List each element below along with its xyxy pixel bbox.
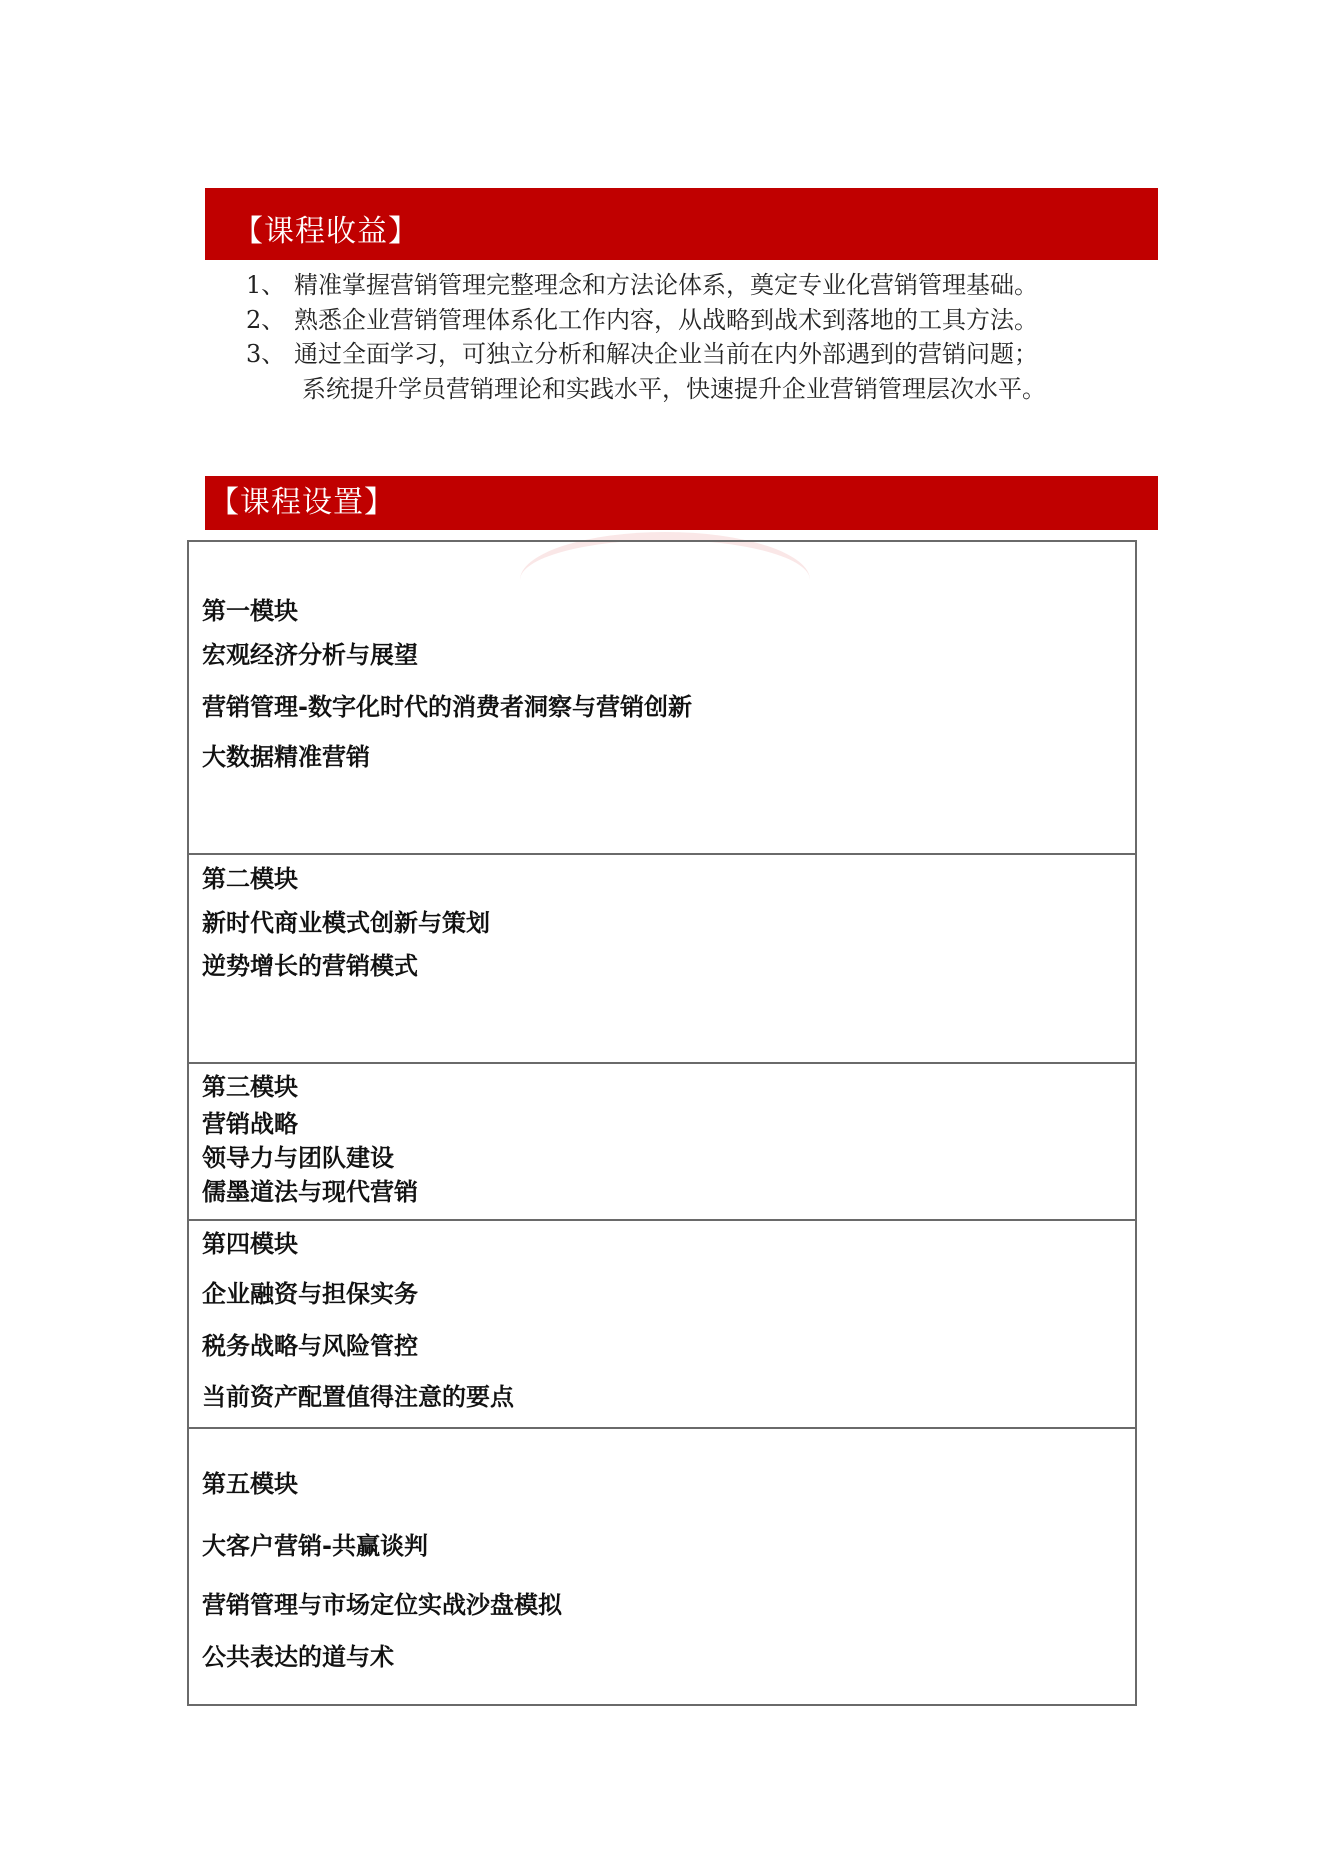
curriculum-header-bar: [205, 476, 1158, 530]
module-title: 第二模块: [202, 865, 298, 893]
benefit-text: 系统提升学员营销理论和实践水平，快速提升企业营销管理层次水平。: [302, 374, 1046, 403]
benefit-item: [246, 303, 1146, 338]
benefits-header-bar: [205, 188, 1158, 260]
course-item: 营销战略: [202, 1110, 298, 1138]
course-item: 企业融资与担保实务: [202, 1280, 418, 1308]
benefit-item: [246, 268, 1146, 303]
benefits-list: [246, 268, 1146, 406]
course-item: 大数据精准营销: [202, 743, 370, 771]
module-row-5: [189, 1427, 1135, 1704]
course-item: 公共表达的道与术: [202, 1643, 394, 1671]
curriculum-table: [187, 540, 1137, 1706]
benefit-number: 2、: [246, 305, 286, 334]
course-item: 领导力与团队建设: [202, 1144, 394, 1172]
course-item: 新时代商业模式创新与策划: [202, 909, 490, 937]
benefit-text: 通过全面学习，可独立分析和解决企业当前在内外部遇到的营销问题；: [294, 340, 1038, 368]
module-row-2: [189, 853, 1135, 1062]
benefit-number: 1、: [246, 271, 286, 299]
benefit-item-continuation: [246, 372, 1146, 407]
curriculum-title: 【课程设置】: [209, 485, 395, 520]
course-item: 当前资产配置值得注意的要点: [202, 1383, 514, 1411]
course-item: 大客户营销-共赢谈判: [202, 1532, 428, 1560]
benefit-item: [246, 337, 1146, 372]
module-title: 第四模块: [202, 1230, 298, 1258]
course-item: 宏观经济分析与展望: [202, 641, 418, 669]
module-title: 第五模块: [202, 1470, 298, 1498]
course-item: 营销管理-数字化时代的消费者洞察与营销创新: [202, 693, 692, 721]
benefit-number: 3、: [246, 340, 286, 368]
benefits-title: 【课程收益】: [233, 214, 419, 249]
benefit-text: 精准掌握营销管理完整理念和方法论体系，奠定专业化营销管理基础。: [294, 271, 1038, 299]
course-item: 税务战略与风险管控: [202, 1332, 418, 1360]
course-item: 儒墨道法与现代营销: [202, 1178, 418, 1206]
course-item: 营销管理与市场定位实战沙盘模拟: [202, 1591, 562, 1619]
module-row-4: [189, 1219, 1135, 1427]
benefit-text: 熟悉企业营销管理体系化工作内容，从战略到战术到落地的工具方法。: [294, 305, 1038, 334]
course-item: 逆势增长的营销模式: [202, 952, 418, 980]
module-title: 第三模块: [202, 1073, 298, 1101]
module-title: 第一模块: [202, 597, 298, 625]
module-row-1: [189, 542, 1135, 853]
module-row-3: [189, 1062, 1135, 1219]
